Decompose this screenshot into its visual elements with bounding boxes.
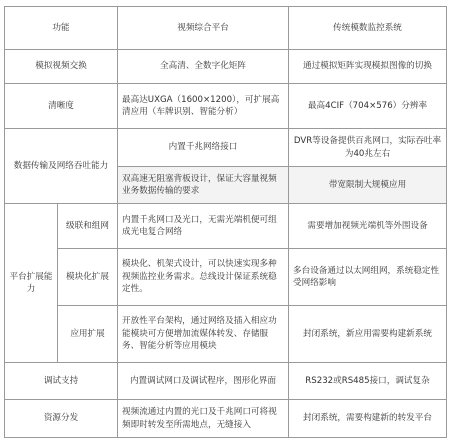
table-row (5, 400, 447, 438)
cell-traditional-data-transfer-1: DVR等设备提供百兆网口，实际吞吐率为40兆左右 (289, 129, 447, 167)
cell-traditional-cascade: 需要增加视频光端机等外围设备 (289, 204, 447, 249)
cell-traditional-app: 封闭系统，新应用需要构建新系统 (289, 306, 447, 363)
cell-traditional-resolution: 最高4CIF（704×576）分辨率 (289, 84, 447, 129)
comparison-table (4, 6, 447, 438)
row-label-debug: 调试支持 (5, 363, 118, 400)
cell-platform-data-transfer-1: 内置千兆网络接口 (118, 129, 289, 167)
table-row (5, 50, 447, 84)
cell-platform-distribution: 视频流通过内置的光口及千兆网口可将视频即时转发至所需地点，无缝接入 (118, 400, 289, 438)
sub-label-cascade: 级联和组网 (58, 204, 118, 249)
table-row (5, 306, 447, 363)
table-row (5, 129, 447, 167)
row-label-data-transfer: 数据传输及网络吞吐能力 (5, 129, 118, 204)
cell-traditional-modular: 多台设备通过以太网组网，系统稳定性受网络影响 (289, 249, 447, 306)
cell-platform-cascade: 内置千兆网口及光口，无需光端机便可组成光电复合网络 (118, 204, 289, 249)
header-platform: 视频综合平台 (118, 7, 289, 50)
table-row (5, 204, 447, 249)
header-traditional: 传统模数监控系统 (289, 7, 447, 50)
cell-platform-modular: 模块化、机架式设计，可以快速实现多种视频监控业务需求。总线设计保证系统稳定性。 (118, 249, 289, 306)
table-row (5, 249, 447, 306)
cell-traditional-analog-switch: 通过模拟矩阵实现模拟图像的切换 (289, 50, 447, 84)
cell-platform-app: 开放性平台架构，通过网络及插入相应功能模块可方便增加流媒体转发、存储服务、智能分析等应用模块 (118, 306, 289, 363)
cell-platform-data-transfer-2: 双高速无阻塞背板设计，保证大容量视频业务数据传输的要求 (118, 167, 289, 204)
row-label-analog-switch: 模拟视频交换 (5, 50, 118, 84)
cell-traditional-distribution: 封闭系统，需要构建新的转发平台 (289, 400, 447, 438)
cell-traditional-data-transfer-2: 带宽限制大规模应用 (289, 167, 447, 204)
table-row (5, 363, 447, 400)
cell-platform-debug: 内置调试网口及调试程序，图形化界面 (118, 363, 289, 400)
cell-platform-resolution: 最高达UXGA（1600×1200），可扩展高清应用（车牌识别、智能分析） (118, 84, 289, 129)
header-feature: 功能 (5, 7, 118, 50)
cell-traditional-debug: RS232或RS485接口，调试复杂 (289, 363, 447, 400)
table-row (5, 84, 447, 129)
header-row (5, 7, 447, 50)
cell-platform-analog-switch: 全高清、全数字化矩阵 (118, 50, 289, 84)
row-label-resolution: 清晰度 (5, 84, 118, 129)
sub-label-modular: 模块化扩展 (58, 249, 118, 306)
row-label-expansion: 平台扩展能力 (5, 204, 58, 363)
row-label-distribution: 资源分发 (5, 400, 118, 438)
sub-label-app: 应用扩展 (58, 306, 118, 363)
